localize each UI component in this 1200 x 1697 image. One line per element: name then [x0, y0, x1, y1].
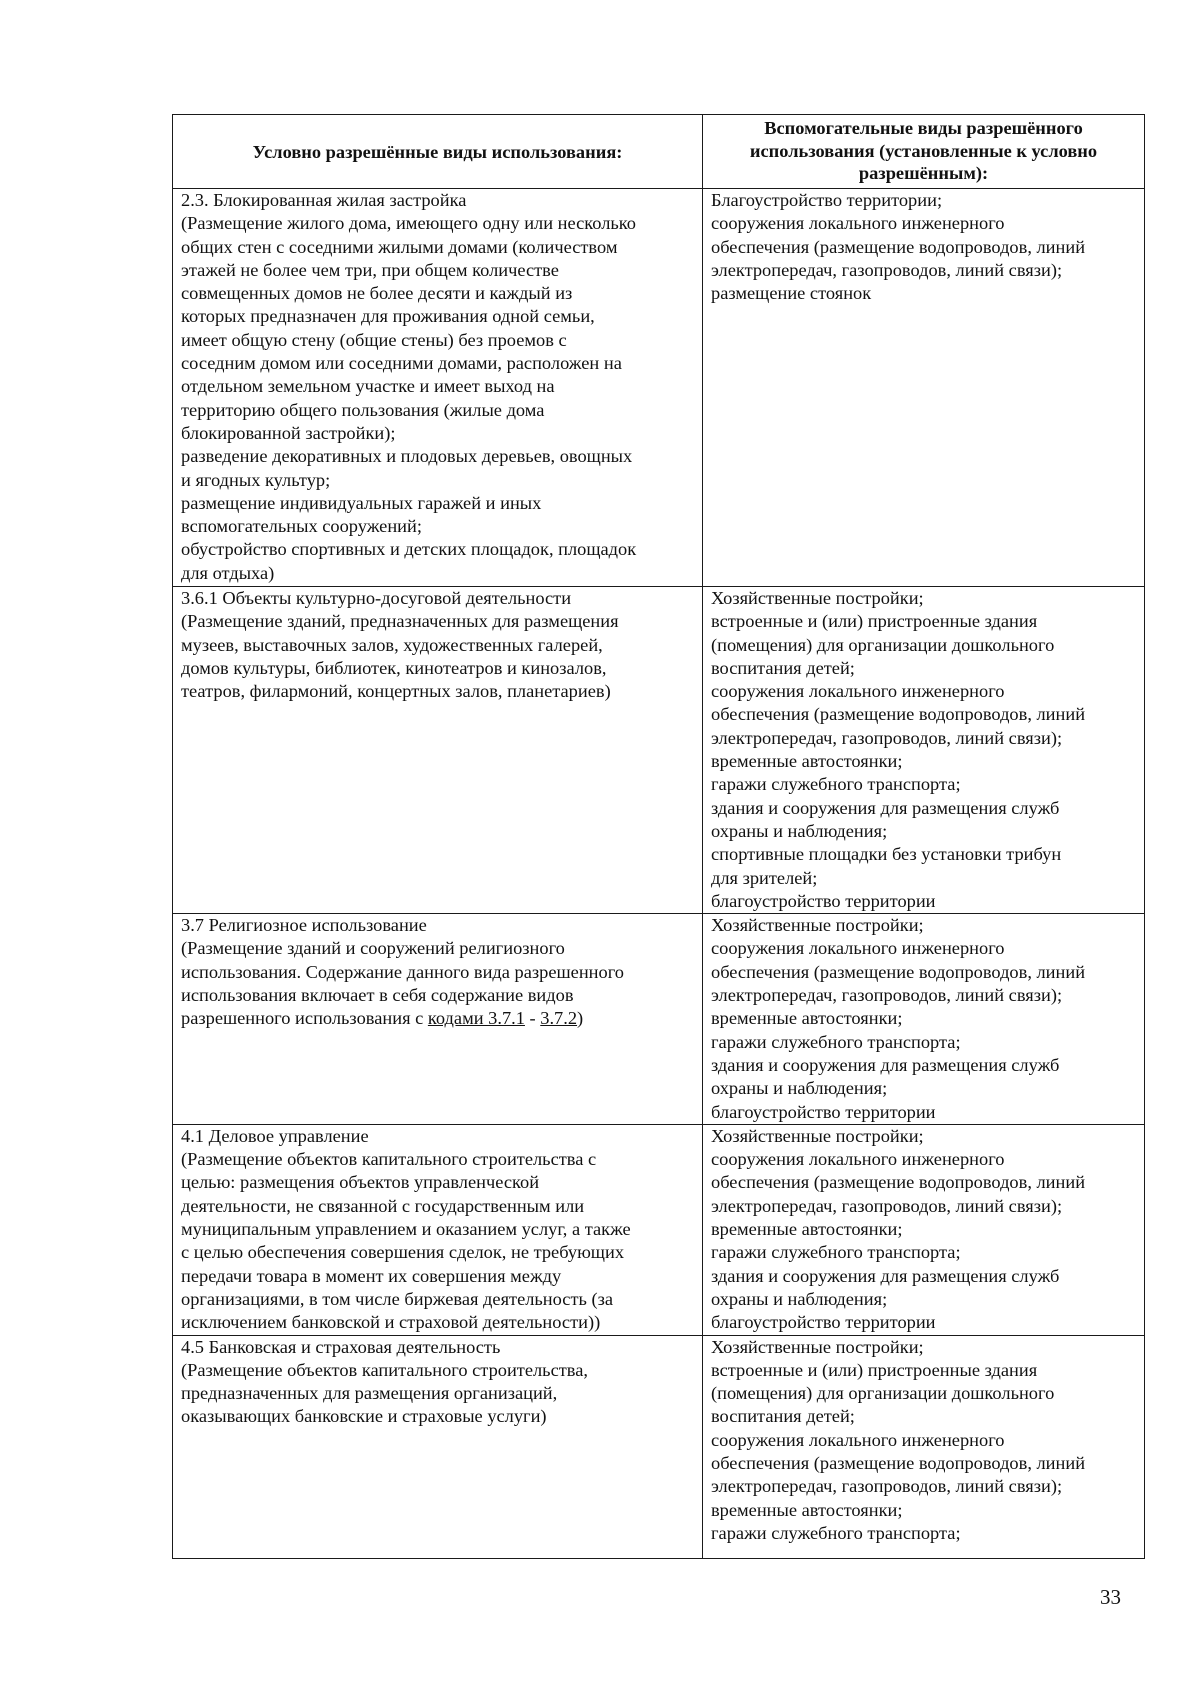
table-row	[173, 189, 1145, 587]
header-line: использования (установленные к условно	[749, 140, 1098, 161]
text-line: воспитания детей;	[711, 1406, 855, 1427]
text-line: временные автостоянки;	[711, 1008, 903, 1029]
text-line: электропередач, газопроводов, линий связи);	[711, 1476, 1063, 1497]
text-line: 3.6.1 Объекты культурно-досуговой деятельности	[181, 588, 572, 608]
auxiliary-use-cell	[703, 1335, 1145, 1558]
text-line: обеспечения (размещение водопроводов, линий	[711, 1172, 1086, 1193]
text-line: сооружения локального инженерного	[711, 1149, 1005, 1170]
land-use-table	[172, 114, 1145, 1559]
text-line: встроенные и (или) пристроенные здания	[711, 1359, 1038, 1380]
text-line: для зрителей;	[711, 867, 818, 888]
text-line: исключением банковской и страховой деятельности))	[181, 1312, 601, 1333]
text-line: передачи товара в момент их совершения между	[181, 1265, 562, 1286]
text-line: (помещения) для организации дошкольного	[711, 634, 1055, 655]
text-line: гаражи служебного транспорта;	[711, 1522, 961, 1543]
text-line: благоустройство территории	[711, 1101, 936, 1122]
text-line: сооружения локального инженерного	[711, 681, 1005, 702]
text-line: вспомогательных сооружений;	[181, 516, 422, 537]
text-line: театров, филармоний, концертных залов, планетариев)	[181, 681, 611, 702]
text-line: 4.1 Деловое управление	[181, 1125, 369, 1146]
conditional-use-cell	[173, 1124, 703, 1335]
text-line: домов культуры, библиотек, кинотеатров и кинозалов,	[181, 657, 607, 678]
table-header-row	[173, 115, 1145, 189]
conditional-use-cell	[173, 1335, 703, 1558]
text-line: муниципальным управлением и оказанием услуг, а также	[181, 1219, 631, 1240]
text-line: Хозяйственные постройки;	[711, 588, 924, 608]
text-line: обеспечения (размещение водопроводов, линий	[711, 236, 1086, 257]
text-line: временные автостоянки;	[711, 751, 903, 772]
auxiliary-use-cell	[703, 1124, 1145, 1335]
page-number: 33	[1100, 1585, 1121, 1609]
text-line: и ягодных культур;	[181, 469, 331, 490]
text-line: Хозяйственные постройки;	[711, 1125, 924, 1146]
text-line: которых предназначен для проживания одной семьи,	[181, 306, 595, 327]
text-line: 3.7 Религиозное использование	[181, 915, 427, 936]
text-line: благоустройство территории	[711, 1312, 936, 1333]
text-line: этажей не более чем три, при общем количестве	[181, 259, 559, 280]
text-line: размещение индивидуальных гаражей и иных	[181, 492, 542, 513]
text-line: Благоустройство территории;	[711, 190, 943, 210]
text-fragment: разрешенного использования с	[181, 1008, 428, 1029]
text-line: гаражи служебного транспорта;	[711, 774, 961, 795]
text-line: электропередач, газопроводов, линий связи);	[711, 1195, 1063, 1216]
text-line: здания и сооружения для размещения служб	[711, 1054, 1060, 1075]
text-line: (Размещение объектов капитального строительства,	[181, 1359, 588, 1380]
code-link-3-7-1[interactable]: кодами 3.7.1	[427, 1008, 525, 1029]
table-row	[173, 914, 1145, 1125]
text-fragment: )	[577, 1008, 584, 1029]
header-auxiliary-uses	[703, 115, 1145, 189]
text-line: размещение стоянок	[711, 283, 872, 304]
header-conditional-uses: Условно разрешённые виды использования:	[173, 115, 703, 189]
table-row	[173, 587, 1145, 914]
text-line: имеет общую стену (общие стены) без проемов с	[181, 329, 567, 350]
header-line: разрешённым):	[858, 163, 989, 183]
text-line: сооружения локального инженерного	[711, 213, 1005, 234]
text-line: обеспечения (размещение водопроводов, линий	[711, 961, 1086, 982]
text-line: гаражи служебного транспорта;	[711, 1031, 961, 1052]
text-line: здания и сооружения для размещения служб	[711, 797, 1060, 818]
text-line: электропередач, газопроводов, линий связи);	[711, 259, 1063, 280]
text-line: с целью обеспечения совершения сделок, не требующих	[181, 1242, 625, 1263]
auxiliary-use-cell	[703, 914, 1145, 1125]
text-line: организациями, в том числе биржевая деятельность (за	[181, 1288, 614, 1309]
text-line: встроенные и (или) пристроенные здания	[711, 611, 1038, 632]
text-line: Хозяйственные постройки;	[711, 915, 924, 936]
text-line: охраны и наблюдения;	[711, 820, 888, 841]
conditional-use-cell	[173, 587, 703, 914]
text-line: для отдыха)	[181, 562, 275, 583]
text-line: предназначенных для размещения организаций,	[181, 1383, 558, 1404]
table-row	[173, 1124, 1145, 1335]
text-line: деятельности, не связанной с государственным или	[181, 1195, 585, 1216]
text-line: сооружения локального инженерного	[711, 938, 1005, 959]
text-line: гаражи служебного транспорта;	[711, 1242, 961, 1263]
conditional-use-cell	[173, 189, 703, 587]
auxiliary-use-cell	[703, 189, 1145, 587]
text-line: сооружения локального инженерного	[711, 1429, 1005, 1450]
text-line: общих стен с соседними жилыми домами (количеством	[181, 236, 618, 257]
conditional-use-cell	[173, 914, 703, 1125]
text-line: использования включает в себя содержание видов	[181, 985, 574, 1006]
header-line: Вспомогательные виды разрешённого	[764, 118, 1083, 138]
text-line: территорию общего пользования (жилые дома	[181, 399, 545, 420]
text-line: (Размещение зданий и сооружений религиозного	[181, 938, 565, 959]
text-line: совмещенных домов не более десяти и каждый из	[181, 283, 573, 304]
text-line: охраны и наблюдения;	[711, 1078, 888, 1099]
code-link-3-7-2[interactable]: 3.7.2	[540, 1008, 578, 1029]
table-row	[173, 1335, 1145, 1558]
text-line: электропередач, газопроводов, линий связи);	[711, 985, 1063, 1006]
text-line: благоустройство территории	[711, 890, 936, 911]
text-line: воспитания детей;	[711, 657, 855, 678]
text-line: 4.5 Банковская и страховая деятельность	[181, 1336, 501, 1357]
text-line: оказывающих банковские и страховые услуги)	[181, 1406, 547, 1427]
text-line: (Размещение зданий, предназначенных для размещения	[181, 611, 619, 632]
text-line: обеспечения (размещение водопроводов, линий	[711, 1452, 1086, 1473]
text-line: Хозяйственные постройки;	[711, 1336, 924, 1357]
text-line: целью: размещения объектов управленческой	[181, 1172, 540, 1193]
text-line: отдельном земельном участке и имеет выход на	[181, 376, 555, 397]
text-line: использования. Содержание данного вида разрешенного	[181, 961, 624, 982]
text-line: (Размещение объектов капитального строительства с	[181, 1149, 597, 1170]
auxiliary-use-cell	[703, 587, 1145, 914]
text-line: (помещения) для организации дошкольного	[711, 1383, 1055, 1404]
text-line: 2.3. Блокированная жилая застройка	[181, 190, 467, 210]
text-line: разведение декоративных и плодовых деревьев, овощных	[181, 446, 633, 467]
text-line: электропередач, газопроводов, линий связи);	[711, 727, 1063, 748]
text-line: здания и сооружения для размещения служб	[711, 1265, 1060, 1286]
text-line	[181, 1007, 698, 1030]
text-line: спортивные площадки без установки трибун	[711, 844, 1062, 865]
text-line: музеев, выставочных залов, художественных галерей,	[181, 634, 603, 655]
text-line: блокированной застройки);	[181, 422, 396, 443]
text-line: временные автостоянки;	[711, 1219, 903, 1240]
text-line: (Размещение жилого дома, имеющего одну или несколько	[181, 213, 636, 234]
text-line: обустройство спортивных и детских площадок, площадок	[181, 539, 637, 560]
text-line: обеспечения (размещение водопроводов, линий	[711, 704, 1086, 725]
text-line: охраны и наблюдения;	[711, 1288, 888, 1309]
text-fragment: -	[524, 1008, 541, 1029]
text-line: временные автостоянки;	[711, 1499, 903, 1520]
text-line: соседним домом или соседними домами, расположен на	[181, 353, 622, 374]
